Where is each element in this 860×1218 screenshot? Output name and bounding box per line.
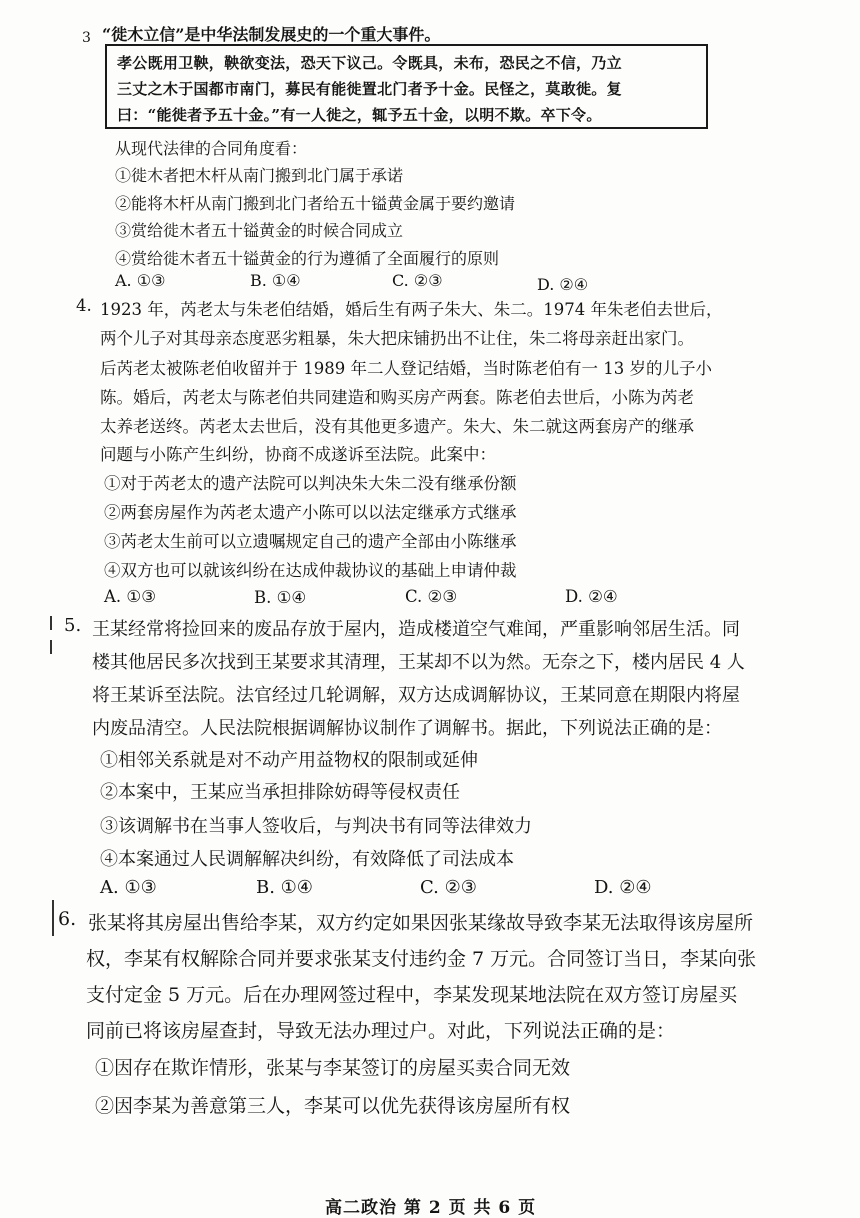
q3-quote-line: 三丈之木于国都市南门，募民有能徙置北门者予十金。民怪之，莫敢徙。复 xyxy=(117,80,622,98)
q5-line: 楼其他居民多次找到王某要求其清理，王某却不以为然。无奈之下，楼内居民 4 人 xyxy=(92,652,745,673)
q4-option-a: A. ①③ xyxy=(104,587,156,606)
q3-statement: ②能将木杆从南门搬到北门者给五十镒黄金属于要约邀请 xyxy=(115,194,516,213)
q6-line: 张某将其房屋出售给李某，双方约定如果因张某缘故导致李某无法取得该房屋所 xyxy=(88,912,754,934)
q5-option-d: D. ②④ xyxy=(594,877,652,898)
q5-statement: ③该调解书在当事人签收后，与判决书有同等法律效力 xyxy=(100,816,532,837)
q4-line: 太养老送终。芮老太去世后，没有其他更多遗产。朱大、朱二就这两套房产的继承 xyxy=(100,417,694,436)
page-footer: 高二政治 第 2 页 共 6 页 xyxy=(325,1198,537,1218)
q5-line: 王某经常将捡回来的废品存放于屋内，造成楼道空气难闻，严重影响邻居生活。同 xyxy=(92,619,740,640)
q3-option-b: B. ①④ xyxy=(250,271,301,290)
q5-option-b: B. ①④ xyxy=(256,877,313,898)
q4-line: 两个儿子对其母亲态度恶劣粗暴，朱大把床铺扔出不让住，朱二将母亲赶出家门。 xyxy=(100,329,694,348)
q6-line: 权，李某有权解除合同并要求张某支付违约金 7 万元。合同签订当日，李某向张 xyxy=(86,948,757,970)
q3-quote-box xyxy=(105,44,708,129)
q3-statement: ①徙木者把木杆从南门搬到北门属于承诺 xyxy=(115,166,404,185)
q3-number: 3 xyxy=(82,30,91,46)
q3-option-d: D. ②④ xyxy=(537,275,589,294)
q3-quote-line: 曰：“能徙者予五十金。”有一人徙之，辄予五十金，以明不欺。卒下令。 xyxy=(117,106,602,124)
q4-statement: ②两套房屋作为芮老太遗产小陈可以以法定继承方式继承 xyxy=(104,503,517,522)
q4-statement: ①对于芮老太的遗产法院可以判决朱大朱二没有继承份额 xyxy=(104,474,517,493)
q4-line: 后芮老太被陈老伯收留并于 1989 年二人登记结婚，当时陈老伯有一 13 岁的儿子小 xyxy=(100,359,712,378)
q3-statement: ③赏给徙木者五十镒黄金的时候合同成立 xyxy=(115,221,404,240)
q3-statement: ④赏给徙木者五十镒黄金的行为遵循了全面履行的原则 xyxy=(115,249,500,268)
q6-statement: ①因存在欺诈情形，张某与李某签订的房屋买卖合同无效 xyxy=(95,1057,571,1079)
q5-line: 将王某诉至法院。法官经过几轮调解，双方达成调解协议，王某同意在期限内将屋 xyxy=(92,685,740,706)
q6-line: 同前已将该房屋查封，导致无法办理过户。对此，下列说法正确的是： xyxy=(86,1020,676,1042)
q5-option-c: C. ②③ xyxy=(420,877,477,898)
q4-line: 1923 年，芮老太与朱老伯结婚，婚后生有两子朱大、朱二。1974 年朱老伯去世后， xyxy=(100,300,723,319)
q3-stem: “徙木立信”是中华法制发展史的一个重大事件。 xyxy=(102,25,441,44)
q5-line: 内废品清空。人民法院根据调解协议制作了调解书。据此，下列说法正确的是： xyxy=(92,718,722,739)
q6-number: 6. xyxy=(58,908,77,930)
q4-number: 4. xyxy=(76,296,92,315)
margin-mark xyxy=(50,640,52,654)
q3-option-a: A. ①③ xyxy=(115,271,166,290)
q5-statement: ②本案中，王某应当承担排除妨碍等侵权责任 xyxy=(100,782,460,803)
q5-option-a: A. ①③ xyxy=(100,877,157,898)
q4-line: 陈。婚后，芮老太与陈老伯共同建造和购买房产两套。陈老伯去世后，小陈为芮老 xyxy=(100,388,694,407)
q4-option-b: B. ①④ xyxy=(254,588,307,607)
q5-statement: ④本案通过人民调解解决纠纷，有效降低了司法成本 xyxy=(100,849,514,870)
q4-option-d: D. ②④ xyxy=(565,587,618,606)
q4-statement: ④双方也可以就该纠纷在达成仲裁协议的基础上申请仲裁 xyxy=(104,561,517,580)
margin-mark xyxy=(50,616,52,630)
q4-statement: ③芮老太生前可以立遗嘱规定自己的遗产全部由小陈继承 xyxy=(104,532,517,551)
q4-option-c: C. ②③ xyxy=(405,587,458,606)
q5-number: 5. xyxy=(64,615,82,636)
q4-line: 问题与小陈产生纠纷，协商不成遂诉至法院。此案中： xyxy=(100,445,496,464)
q6-statement: ②因李某为善意第三人，李某可以优先获得该房屋所有权 xyxy=(95,1095,571,1117)
q3-quote-line: 孝公既用卫鞅，鞅欲变法，恐天下议己。令既具，未布，恐民之不信，乃立 xyxy=(117,54,622,72)
q5-statement: ①相邻关系就是对不动产用益物权的限制或延伸 xyxy=(100,750,478,771)
q3-lead: 从现代法律的合同角度看： xyxy=(115,139,308,158)
q3-option-c: C. ②③ xyxy=(392,271,443,290)
margin-mark xyxy=(52,900,54,936)
q6-line: 支付定金 5 万元。后在办理网签过程中，李某发现某地法院在双方签订房屋买 xyxy=(86,984,738,1006)
